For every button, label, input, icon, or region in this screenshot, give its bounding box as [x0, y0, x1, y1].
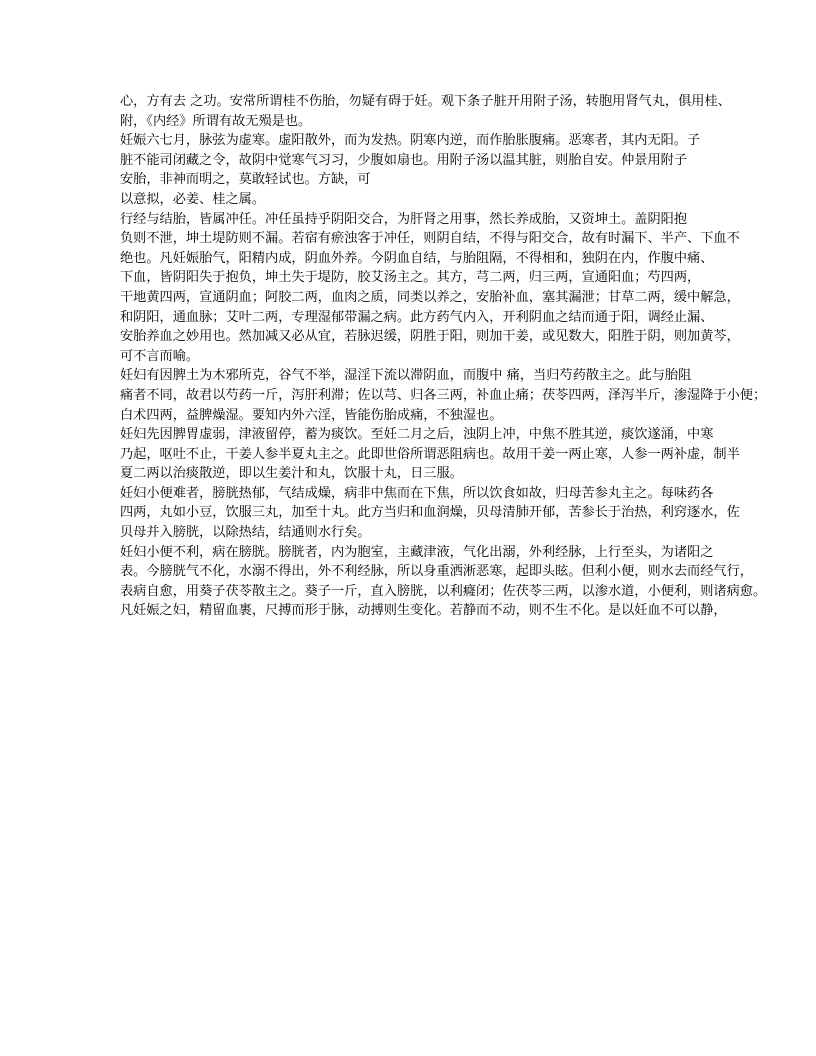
text-line: 妊娠六七月，脉弦为虚寒。虚阳散外，而为发热。阴寒内逆，而作胎胀腹痛。恶寒者，其内无阳。子 — [120, 133, 701, 149]
text-line: 附，《内经》所谓有故无殒是也。 — [120, 113, 312, 129]
text-line: 安胎，非神而明之，莫敢轻试也。方缺，可 — [120, 172, 371, 188]
text-line: 负则不泄，坤土堤防则不漏。若宿有瘀浊客于冲任，则阴自结，不得与阳交合，故有时漏下、半产、下血不 — [120, 231, 740, 247]
text-line: 行经与结胎，皆属冲任。冲任虽持乎阴阳交合，为肝肾之用事，然长养成胎，又资坤土。盖阴阳抱 — [120, 211, 688, 227]
text-line: 夏二两以治痰散逆，即以生姜汁和丸，饮服十丸，日三服。 — [120, 466, 463, 482]
text-line: 妊妇有因脾土为木邪所克，谷气不举，湿淫下流以滞阴血，而腹中 痛，当归芍药散主之。此与胎阻 — [120, 368, 692, 384]
text-line: 心，方有去 之功。安常所谓桂不伤胎，勿疑有碍于妊。观下条子脏开用附子汤，转胞用肾气丸，俱用桂、 — [120, 94, 731, 109]
text-line: 表病自愈，用葵子茯苓散主之。葵子一斤，直入膀胱，以利癃闭；佐茯苓三两，以渗水道，小便利，则诸病愈。 — [120, 583, 767, 599]
text-line: 凡妊娠之妇，精留血裹，尺搏而形于脉，动搏则生变化。若静而不动，则不生不化。是以妊血不可以静， — [120, 603, 727, 619]
text-line: 绝也。凡妊娠胎气，阳精内成，阴血外养。今阴血自结，与胎阻隔，不得相和，独阴在内，作腹中痛、 — [120, 250, 714, 266]
text-line: 四两，丸如小豆，饮服三丸，加至十丸。此方当归和血润燥，贝母清肺开郁，苦参长于治热，利窍逐水，佐 — [120, 505, 740, 521]
text-line: 白术四两，益脾燥湿。要知内外六淫，皆能伤胎成痛，不独湿也。 — [120, 407, 503, 423]
document-body — [120, 92, 767, 621]
text-line: 妊妇小便难者，膀胱热郁，气结成燥，病非中焦而在下焦，所以饮食如故，归母苦参丸主之。每味药各 — [120, 485, 714, 501]
text-line: 妊妇先因脾胃虚弱，津液留停，蓄为痰饮。至妊二月之后，浊阴上冲，中焦不胜其逆，痰饮遂涌，中寒 — [120, 427, 714, 443]
text-line: 贝母并入膀胱，以除热结，结通则水行矣。 — [120, 525, 371, 541]
text-line: 干地黄四两，宣通阴血；阿胶二两，血肉之质，同类以养之，安胎补血，塞其漏泄；甘草二两，缓中解急， — [120, 289, 740, 305]
text-line: 安胎养血之妙用也。然加减又必从宜，若脉迟缓，阴胜于阳，则加干姜，或见数大，阳胜于阴，则加黄芩， — [120, 329, 740, 345]
text-line: 脏不能司闭藏之令，故阴中觉寒气习习，少腹如扇也。用附子汤以温其脏，则胎自安。仲景用附子 — [120, 152, 688, 168]
text-line: 表。今膀胱气不化，水溺不得出，外不利经脉，所以身重洒淅恶寒，起即头眩。但利小便，则水去而经气行， — [120, 564, 753, 580]
text-line: 妊妇小便不利，病在膀胱。膀胱者，内为胞室，主藏津液，气化出溺，外利经脉，上行至头，为诸阳之 — [120, 544, 714, 560]
text-line: 和阴阳，通血脉；艾叶二两，专理湿郁带漏之病。此方药气内入，开利阴血之结而通于阳，调经止漏、 — [120, 309, 714, 325]
text-line: 痛者不同，故君以芍药一斤，泻肝利滞；佐以芎、归各三两，补血止痛；茯苓四两，泽泻半斤，渗湿降于小便； — [120, 387, 767, 403]
text-line: 可不言而喻。 — [120, 348, 200, 364]
text-line: 以意拟，必姜、桂之属。 — [120, 191, 266, 207]
text-line: 乃起，呕吐不止，干姜人参半夏丸主之。此即世俗所谓恶阻病也。故用干姜一两止寒，人参一两补虚，制半 — [120, 446, 740, 462]
text-line: 下血，皆阴阳失于抱负，坤土失于堤防，胶艾汤主之。其方，芎二两，归三两，宣通阳血；芍四两， — [120, 270, 701, 286]
